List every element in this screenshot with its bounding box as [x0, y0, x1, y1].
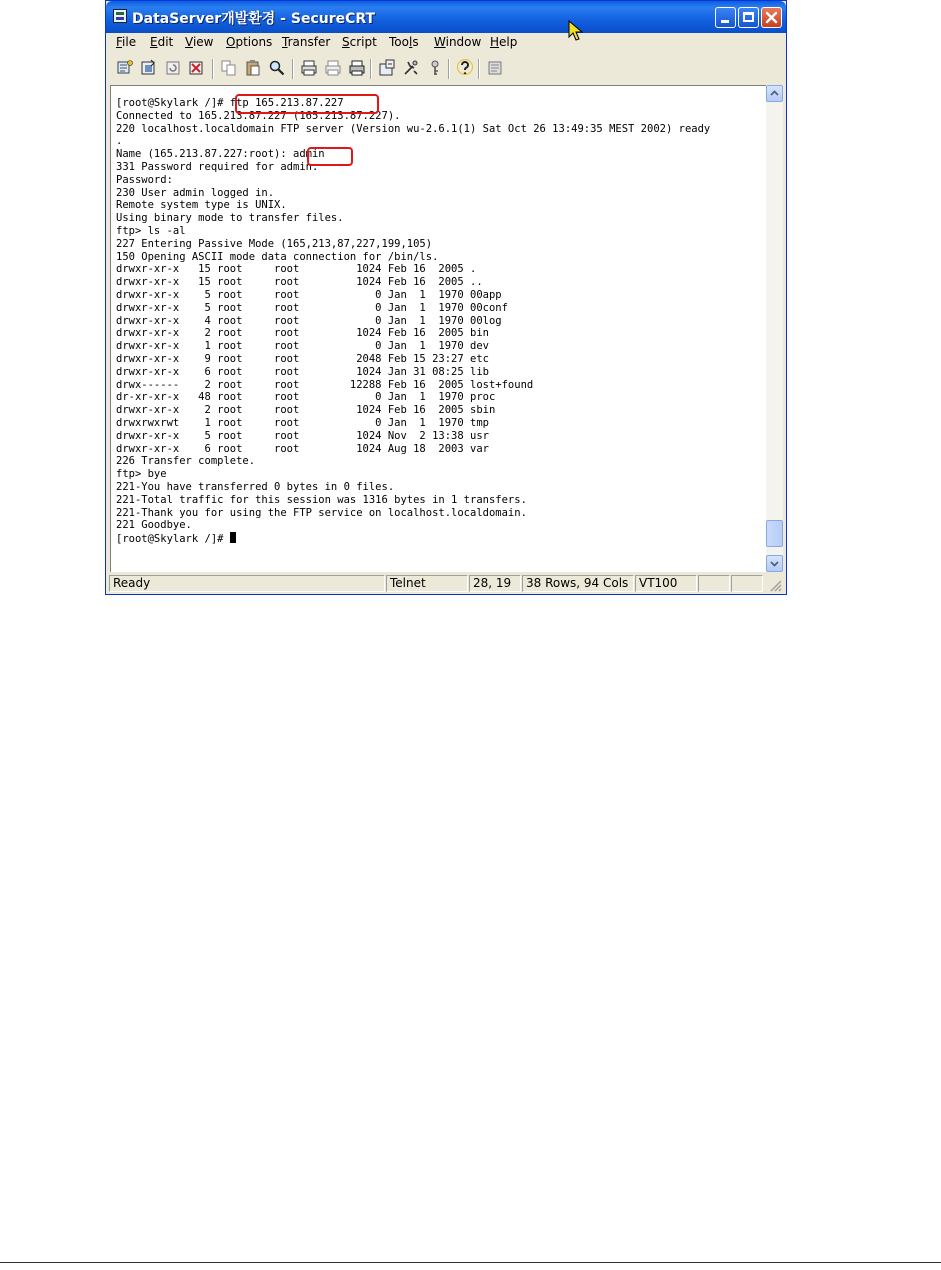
about-icon [486, 59, 504, 77]
session-options-icon [378, 59, 396, 77]
session-options-button[interactable] [378, 59, 396, 77]
maximize-button[interactable] [738, 7, 759, 28]
terminal-line: drwxr-xr-x 2 root root 1024 Feb 16 2005 bin [116, 327, 489, 340]
mouse-pointer-icon [568, 20, 584, 42]
terminal-line: drwxr-xr-x 9 root root 2048 Feb 15 23:27 etc [116, 352, 489, 365]
find-button[interactable] [268, 59, 286, 77]
terminal-line: drwxr-xr-x 5 root root 0 Jan 1 1970 00app [116, 288, 502, 301]
menu-script[interactable]: Script [342, 35, 377, 49]
terminal-line: 230 User admin logged in. [116, 186, 275, 199]
terminal-line: 150 Opening ASCII mode data connection for /bin/ls. [116, 250, 439, 263]
menu-edit[interactable]: Edit [150, 35, 174, 49]
disconnect-icon [188, 59, 206, 77]
terminal-line: Using binary mode to transfer files. [116, 212, 344, 225]
minimize-icon [721, 20, 729, 23]
help-button[interactable] [456, 59, 474, 77]
about-button[interactable] [486, 59, 504, 77]
vertical-scrollbar[interactable] [766, 85, 783, 572]
connect-icon [116, 59, 134, 77]
scroll-down-button[interactable] [766, 555, 783, 572]
terminal-line: ftp> ls -al [116, 224, 186, 237]
toolbar [106, 54, 786, 84]
status-protocol: Telnet [386, 575, 468, 592]
status-emulation: VT100 [635, 575, 697, 592]
maximize-icon [743, 12, 754, 22]
terminal-line: 221-Total traffic for this session was 1316 bytes in 1 transfers. [116, 493, 527, 506]
status-extra-2 [731, 575, 763, 592]
find-icon [268, 59, 286, 77]
terminal-line: [root@Skylark /]# ftp 165.213.87.227 [116, 97, 344, 109]
terminal-line: drwx------ 2 root root 12288 Feb 16 2005 lost+found [116, 378, 534, 391]
disconnect-button[interactable] [188, 59, 206, 77]
terminal-line: drwxr-xr-x 5 root root 0 Jan 1 1970 00conf [116, 301, 508, 314]
terminal-line: Name (165.213.87.227:root): admin [116, 148, 325, 161]
print-screen-icon [300, 59, 318, 77]
print-selection-icon [324, 59, 342, 77]
terminal-line: 220 localhost.localdomain FTP server (Version wu-2.6.1(1) Sat Oct 26 13:49:35 MEST 2002) ready [116, 122, 711, 135]
terminal-screen[interactable] [110, 85, 766, 572]
toolbar-separator [448, 59, 450, 79]
status-terminal-size: 38 Rows, 94 Cols [522, 575, 634, 592]
menu-transfer[interactable]: Transfer [282, 35, 331, 49]
print-button[interactable] [348, 59, 366, 77]
menu-window[interactable]: Window [434, 35, 482, 49]
status-bar [106, 574, 786, 594]
terminal-line: drwxrwxrwt 1 root root 0 Jan 1 1970 tmp [116, 416, 489, 429]
terminal-line: 221-Thank you for using the FTP service on localhost.localdomain. [116, 506, 527, 519]
terminal-output [116, 97, 710, 546]
scroll-thumb[interactable] [766, 520, 783, 547]
highlight-ftp-command [235, 94, 379, 114]
terminal-line: 226 Transfer complete. [116, 455, 256, 468]
terminal-line: . [116, 135, 123, 148]
terminal-line: drwxr-xr-x 4 root root 0 Jan 1 1970 00log [116, 314, 502, 327]
terminal-line: drwxr-xr-x 5 root root 1024 Nov 2 13:38 usr [116, 429, 489, 442]
global-options-button[interactable] [402, 59, 420, 77]
close-button[interactable] [761, 7, 782, 28]
global-options-icon [402, 59, 420, 77]
app-icon[interactable] [113, 9, 127, 23]
connect-button[interactable] [116, 59, 134, 77]
highlight-username [307, 147, 353, 166]
terminal-line: drwxr-xr-x 6 root root 1024 Aug 18 2003 var [116, 442, 489, 455]
menu-bar [106, 33, 786, 53]
toolbar-separator [370, 59, 372, 79]
toolbar-separator [292, 59, 294, 79]
status-cursor-position: 28, 19 [469, 575, 521, 592]
terminal-line: Connected to 165.213.87.227 (165.213.87.227). [116, 109, 401, 122]
menu-view[interactable]: View [185, 35, 214, 49]
resize-grip-icon[interactable] [768, 578, 782, 592]
toolbar-separator [478, 59, 480, 79]
menu-file[interactable]: File [116, 35, 137, 49]
chevron-up-icon [767, 86, 782, 101]
page-divider [0, 1262, 941, 1263]
status-ready: Ready [109, 575, 385, 592]
terminal-line: 221 Goodbye. [116, 519, 192, 532]
menu-tools[interactable]: Tools [389, 35, 419, 49]
terminal-line: drwxr-xr-x 15 root root 1024 Feb 16 2005 . [116, 263, 477, 276]
terminal-line: 331 Password required for admin. [116, 160, 319, 173]
paste-icon [244, 59, 262, 77]
toolbar-separator [212, 59, 214, 79]
securecrt-window [105, 0, 787, 595]
keymap-button[interactable] [426, 59, 444, 77]
menu-help[interactable]: Help [490, 35, 518, 49]
print-selection-button[interactable] [324, 59, 342, 77]
terminal-line: Remote system type is UNIX. [116, 199, 287, 212]
paste-button[interactable] [244, 59, 262, 77]
keymap-icon [426, 59, 444, 77]
quick-connect-icon [140, 59, 158, 77]
title-bar[interactable] [106, 1, 786, 33]
terminal-line: dr-xr-xr-x 48 root root 0 Jan 1 1970 proc [116, 391, 496, 404]
terminal-line: [root@Skylark /]# [116, 533, 230, 546]
terminal-line: drwxr-xr-x 2 root root 1024 Feb 16 2005 sbin [116, 404, 496, 417]
help-icon [456, 59, 474, 77]
chevron-down-icon [767, 556, 782, 571]
print-screen-button[interactable] [300, 59, 318, 77]
terminal-cursor [230, 532, 236, 543]
terminal-line: drwxr-xr-x 6 root root 1024 Jan 31 08:25 lib [116, 365, 489, 378]
close-icon [762, 8, 781, 27]
minimize-button[interactable] [715, 7, 736, 28]
quick-connect-button[interactable] [140, 59, 158, 77]
reconnect-button[interactable] [164, 59, 182, 77]
reconnect-icon [164, 59, 182, 77]
terminal-line: 221-You have transferred 0 bytes in 0 files. [116, 480, 395, 493]
terminal-line: ftp> bye [116, 468, 167, 481]
terminal-line: Password: [116, 173, 173, 186]
terminal-line: drwxr-xr-x 1 root root 0 Jan 1 1970 dev [116, 340, 489, 353]
scroll-up-button[interactable] [766, 85, 783, 102]
copy-icon [220, 59, 238, 77]
window-title: DataServer개발환경 - SecureCRT [132, 11, 376, 27]
menu-options[interactable]: Options [226, 35, 273, 49]
status-extra-1 [698, 575, 730, 592]
print-icon [348, 59, 366, 77]
terminal-line: drwxr-xr-x 15 root root 1024 Feb 16 2005 .. [116, 276, 483, 289]
terminal-line: 227 Entering Passive Mode (165,213,87,227,199,105) [116, 237, 433, 250]
copy-button[interactable] [220, 59, 238, 77]
